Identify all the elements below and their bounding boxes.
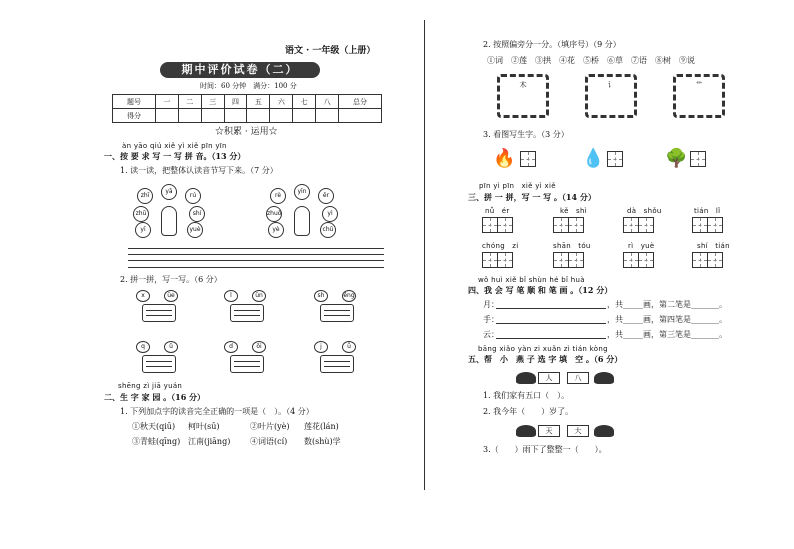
score-header: 三: [201, 95, 224, 109]
score-cell[interactable]: [224, 109, 247, 123]
spelling-house[interactable]: [312, 290, 360, 326]
score-header: 总分: [339, 95, 382, 109]
final-bubble: üe: [164, 290, 178, 302]
stroke-order-line[interactable]: [496, 308, 606, 309]
swallow-left-icon: [516, 425, 536, 437]
char-grid[interactable]: [520, 151, 536, 167]
pinyin-word: rì yuè: [628, 242, 655, 250]
page-divider: [424, 20, 425, 490]
tree-picture-icon: 🌳: [665, 148, 688, 169]
score-header: 二: [178, 95, 201, 109]
answer-box[interactable]: [320, 304, 354, 322]
swallow-right-icon: [594, 425, 614, 437]
q3-pinyin: pīn yì pīn xiě yì xiě: [479, 182, 556, 190]
q3-title: 三、拼 一 拼，写 一 写 。（14 分）: [468, 192, 596, 202]
pinyin-feather: zhuō: [266, 206, 282, 222]
initial-bubble: l: [224, 290, 238, 302]
char-grid[interactable]: [692, 217, 708, 233]
q1-pinyin: àn yāo qiú xiě yì xiě pīn yīn: [122, 142, 227, 150]
pinyin-word: kě shì: [560, 207, 587, 215]
stroke-row-char: 月：: [483, 300, 499, 309]
radical-frame-grass[interactable]: 艹: [673, 74, 725, 118]
peacock-body-icon: [161, 206, 177, 236]
option-4-b: 数(shù)学: [304, 437, 341, 446]
q2-sub3: 3. 看图写生字。（3 分）: [483, 130, 569, 139]
option-3-b: 江南(jiāng): [188, 437, 231, 446]
score-header: 八: [316, 95, 339, 109]
char-grid[interactable]: [568, 252, 584, 268]
initial-bubble: x: [136, 290, 150, 302]
writing-lines[interactable]: [128, 248, 384, 268]
fire-picture-icon: 🔥: [493, 148, 516, 169]
pinyin-feather: yī: [135, 222, 151, 238]
q1-sub2: 2. 拼一拼，写一写。（6 分）: [120, 275, 222, 284]
score-cell[interactable]: [155, 109, 178, 123]
score-cell[interactable]: [178, 109, 201, 123]
score-cell[interactable]: [247, 109, 270, 123]
char-grid[interactable]: [692, 252, 708, 268]
pinyin-word: dà shǒu: [627, 207, 662, 215]
q2-pinyin: shēng zì jiā yuán: [118, 382, 183, 390]
char-grid[interactable]: [707, 217, 723, 233]
score-header: 题号: [113, 95, 156, 109]
pinyin-feather: rè: [270, 188, 286, 204]
peacock-body-icon: [294, 206, 310, 236]
spelling-house[interactable]: [312, 341, 360, 377]
char-grid[interactable]: [607, 151, 623, 167]
pinyin-feather: yīn: [294, 184, 310, 200]
radical-words: ①词 ②莲 ③拱 ④花 ⑤桥 ⑥草 ⑦语 ⑧树 ⑨说: [487, 56, 695, 65]
pinyin-feather: rú: [185, 188, 201, 204]
initial-bubble: j: [314, 341, 328, 353]
final-bubble: ǚ: [342, 341, 356, 353]
option-2[interactable]: ②叶片(yè): [250, 422, 290, 431]
char-grid[interactable]: [638, 217, 654, 233]
q1-title: 一、按 要 求 写 一 写 拼 音。（13 分）: [104, 151, 246, 161]
spelling-house[interactable]: [134, 290, 182, 326]
pinyin-feather: yè: [268, 222, 284, 238]
q4-title: 四、我 会 写 笔 顺 和 笔 画 。（12 分）: [468, 285, 613, 295]
char-grid[interactable]: [568, 217, 584, 233]
sentence-2: 2. 我今年（ ）岁了。: [483, 407, 574, 416]
final-bubble: ǔ: [164, 341, 178, 353]
stroke-row-char: 手：: [483, 315, 499, 324]
pinyin-word: tián lǐ: [694, 207, 721, 215]
char-grid[interactable]: [553, 252, 569, 268]
choice-char[interactable]: 八: [567, 372, 589, 384]
peacock-figure: [266, 184, 338, 236]
pinyin-word: shān tóu: [553, 242, 591, 250]
pinyin-feather: yuè: [187, 222, 203, 238]
pinyin-word: shí tián: [697, 242, 730, 250]
sentence-3: 3.（ ）雨下了整整一（ ）。: [483, 445, 607, 454]
score-header: 四: [224, 95, 247, 109]
pinyin-word: chóng zi: [482, 242, 519, 250]
choice-char[interactable]: 大: [567, 425, 589, 437]
exam-meta: 时间：60 分钟 满分：100 分: [200, 82, 297, 90]
pinyin-feather: chū: [320, 222, 336, 238]
spelling-house[interactable]: [222, 290, 270, 326]
q5-pinyin: bāng xiǎo yàn zi xuǎn zì tián kòng: [478, 345, 608, 353]
char-grid[interactable]: [623, 252, 639, 268]
char-grid[interactable]: [553, 217, 569, 233]
stroke-order-line[interactable]: [496, 323, 606, 324]
option-1[interactable]: ①秋天(qiū): [132, 422, 176, 431]
pinyin-feather: shí: [189, 206, 205, 222]
option-4[interactable]: ④词语(cí): [250, 437, 288, 446]
choice-char[interactable]: 天: [538, 425, 560, 437]
pinyin-feather: yì: [322, 206, 338, 222]
exam-title: 期中评价试卷（二）: [160, 62, 320, 78]
option-3[interactable]: ③青蛙(qīng): [132, 437, 181, 446]
final-bubble: ün: [252, 290, 266, 302]
score-cell[interactable]: [339, 109, 382, 123]
stroke-row-tail: ，共_____画，第三笔是_______。: [607, 330, 727, 339]
q2-title: 二、生 字 家 园 。（16 分）: [104, 392, 206, 402]
score-cell[interactable]: [201, 109, 224, 123]
subject-label: 语文 · 一年级（上册）: [285, 46, 376, 56]
answer-box[interactable]: [142, 304, 176, 322]
sentence-1: 1. 我们家有五口（ ）。: [483, 391, 570, 400]
score-cell[interactable]: [316, 109, 339, 123]
char-grid[interactable]: [638, 252, 654, 268]
q4-pinyin: wǒ huì xiě bǐ shùn hé bǐ huà: [478, 276, 585, 284]
final-bubble: ěng: [342, 290, 356, 302]
initial-bubble: sh: [314, 290, 328, 302]
char-grid[interactable]: [497, 252, 513, 268]
option-1-b: 柯叶(sū): [188, 422, 220, 431]
pinyin-word: nǚ ér: [485, 207, 510, 215]
radical-frame-wood[interactable]: 木: [497, 74, 549, 118]
score-header: 七: [293, 95, 316, 109]
score-table: [112, 94, 382, 123]
spelling-house[interactable]: [134, 341, 182, 377]
pinyin-feather: zhī: [137, 188, 153, 204]
stroke-row-tail: ，共_____画，第四笔是_______。: [607, 315, 727, 324]
score-header: 一: [155, 95, 178, 109]
initial-bubble: q: [136, 341, 150, 353]
initial-bubble: d: [224, 341, 238, 353]
char-grid[interactable]: [707, 252, 723, 268]
char-grid[interactable]: [497, 217, 513, 233]
score-header: 五: [247, 95, 270, 109]
q2-sub2: 2. 按照偏旁分一分。（填序号）（9 分）: [483, 40, 621, 49]
choice-char[interactable]: 人: [538, 372, 560, 384]
char-grid[interactable]: [623, 217, 639, 233]
stroke-order-line[interactable]: [496, 338, 606, 339]
q5-title: 五、帮 小 燕 子 选 字 填 空 。（6 分）: [468, 354, 623, 364]
score-label: 得分: [113, 109, 156, 123]
answer-box[interactable]: [142, 355, 176, 373]
score-cell[interactable]: [270, 109, 293, 123]
peacock-figure: [133, 184, 205, 236]
pinyin-feather: ěr: [318, 188, 334, 204]
answer-box[interactable]: [230, 355, 264, 373]
stroke-row-char: 云：: [483, 330, 499, 339]
char-grid[interactable]: [690, 151, 706, 167]
option-2-b: 莲花(lán): [304, 422, 339, 431]
swallow-left-icon: [516, 372, 536, 384]
q2-sub1: 1. 下列加点字的读音完全正确的一项是（ ）。（4 分）: [120, 407, 314, 416]
char-grid[interactable]: [482, 217, 498, 233]
swallow-right-icon: [594, 372, 614, 384]
score-header: 六: [270, 95, 293, 109]
stroke-row-tail: ，共_____画，第二笔是_______。: [607, 300, 727, 309]
char-grid[interactable]: [482, 252, 498, 268]
water-picture-icon: 💧: [582, 148, 605, 169]
answer-box[interactable]: [320, 355, 354, 373]
spelling-house[interactable]: [222, 341, 270, 377]
pinyin-feather: yā: [161, 184, 177, 200]
answer-box[interactable]: [230, 304, 264, 322]
section-title: ☆积累 · 运用☆: [215, 127, 278, 137]
score-cell[interactable]: [293, 109, 316, 123]
pinyin-feather: zhū: [133, 206, 149, 222]
q1-sub1: 1. 读一读，把整体认读音节写下来。（7 分）: [120, 166, 278, 175]
final-bubble: ōi: [252, 341, 266, 353]
radical-frame-speech[interactable]: 讠: [585, 74, 637, 118]
